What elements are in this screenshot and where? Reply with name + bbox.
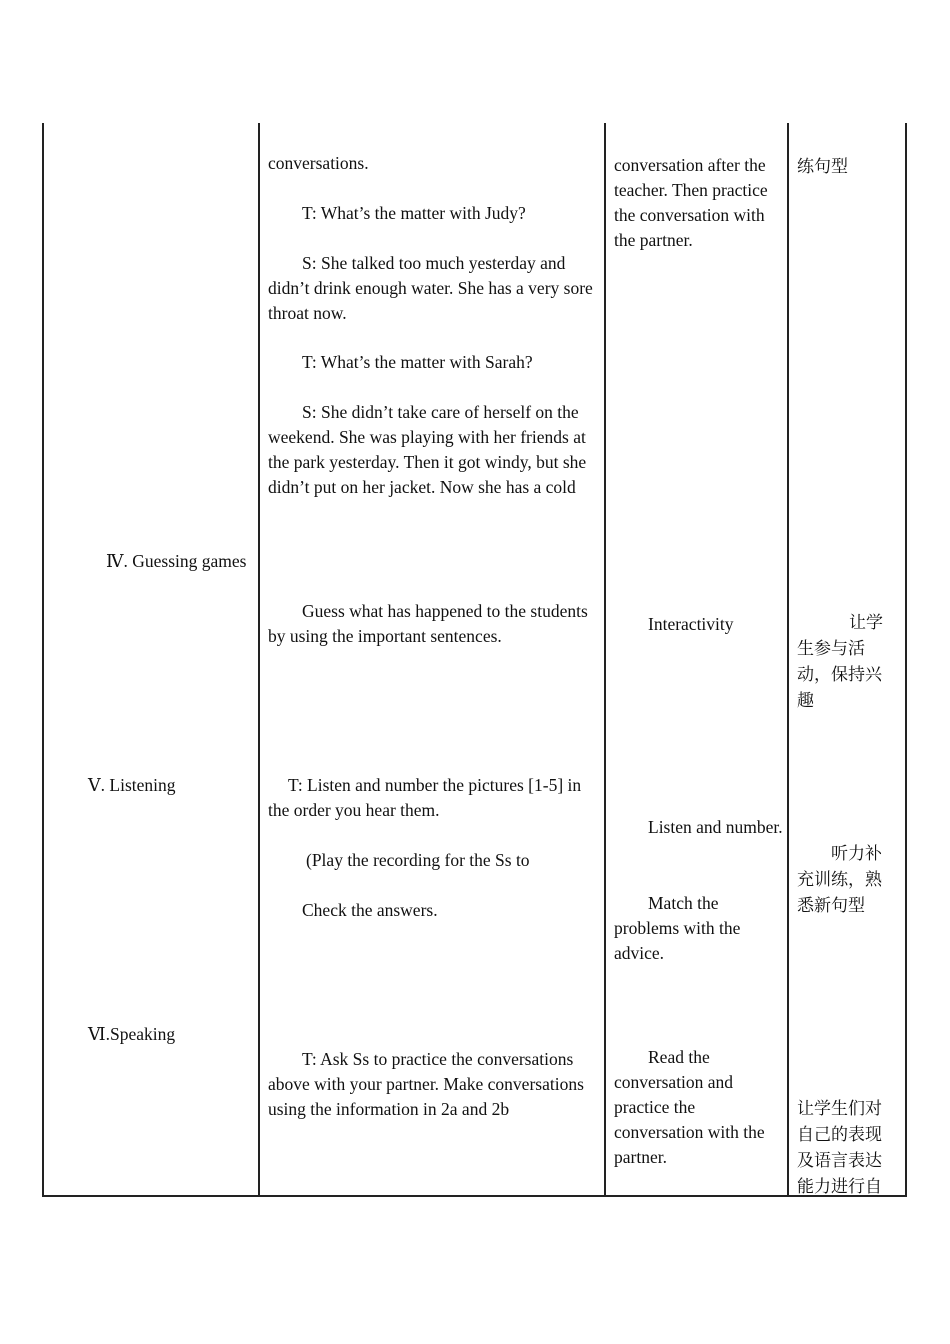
student-activity-interactivity: Interactivity: [648, 614, 734, 634]
column-divider-2: [604, 123, 606, 1197]
student-activity-practice: conversation after the teacher. Then practice the conversation with the partner.: [614, 155, 768, 250]
student-answer-sarah: S: She didn’t take care of herself on the weekend. She was playing with her friends at the park yesterday. Then it got windy, but she didn’t put on her jacket. Now she has a cold: [268, 402, 587, 497]
student-activity-listen-number: Listen and number.: [648, 817, 783, 837]
stage-listening: Ⅴ. Listening: [88, 775, 176, 795]
listening-instruction: T: Listen and number the pictures [1-5] in the order you hear them.: [268, 775, 582, 820]
check-answers-note: Check the answers.: [302, 900, 438, 920]
lesson-plan-table: [43, 123, 907, 1197]
teacher-text-conversations: conversations.: [268, 153, 369, 173]
purpose-sentence-practice: 练句型: [797, 157, 848, 177]
play-recording-note: (Play the recording for the Ss to: [306, 850, 530, 870]
purpose-listening-training: 听力补充训练，熟悉新句型: [797, 844, 882, 916]
column-divider-3: [787, 123, 789, 1197]
student-answer-judy: S: She talked too much yesterday and didn’t drink enough water. She has a very sore throat now.: [268, 253, 593, 323]
column-divider-1: [258, 123, 260, 1197]
purpose-participation: 让学生参与活动，保持兴趣: [797, 613, 883, 711]
purpose-self-evaluation: 让学生们对自己的表现及语言表达能力进行自: [797, 1099, 882, 1197]
student-activity-match: Match the problems with the advice.: [614, 893, 741, 963]
stage-speaking: Ⅵ.Speaking: [88, 1024, 176, 1044]
table-border-right: [905, 123, 907, 1197]
stage-guessing-games: Ⅳ. Guessing games: [106, 551, 247, 571]
table-border-left: [42, 123, 44, 1197]
teacher-question-judy: T: What’s the matter with Judy?: [302, 203, 526, 223]
teacher-question-sarah: T: What’s the matter with Sarah?: [302, 352, 533, 372]
speaking-instruction: T: Ask Ss to practice the conversations above with your partner. Make conversations using the information in 2a and 2b: [268, 1049, 584, 1119]
student-activity-read-practice: Read the conversation and practice the conversation with the partner.: [614, 1047, 765, 1167]
guessing-instruction: Guess what has happened to the students by using the important sentences.: [268, 601, 588, 646]
